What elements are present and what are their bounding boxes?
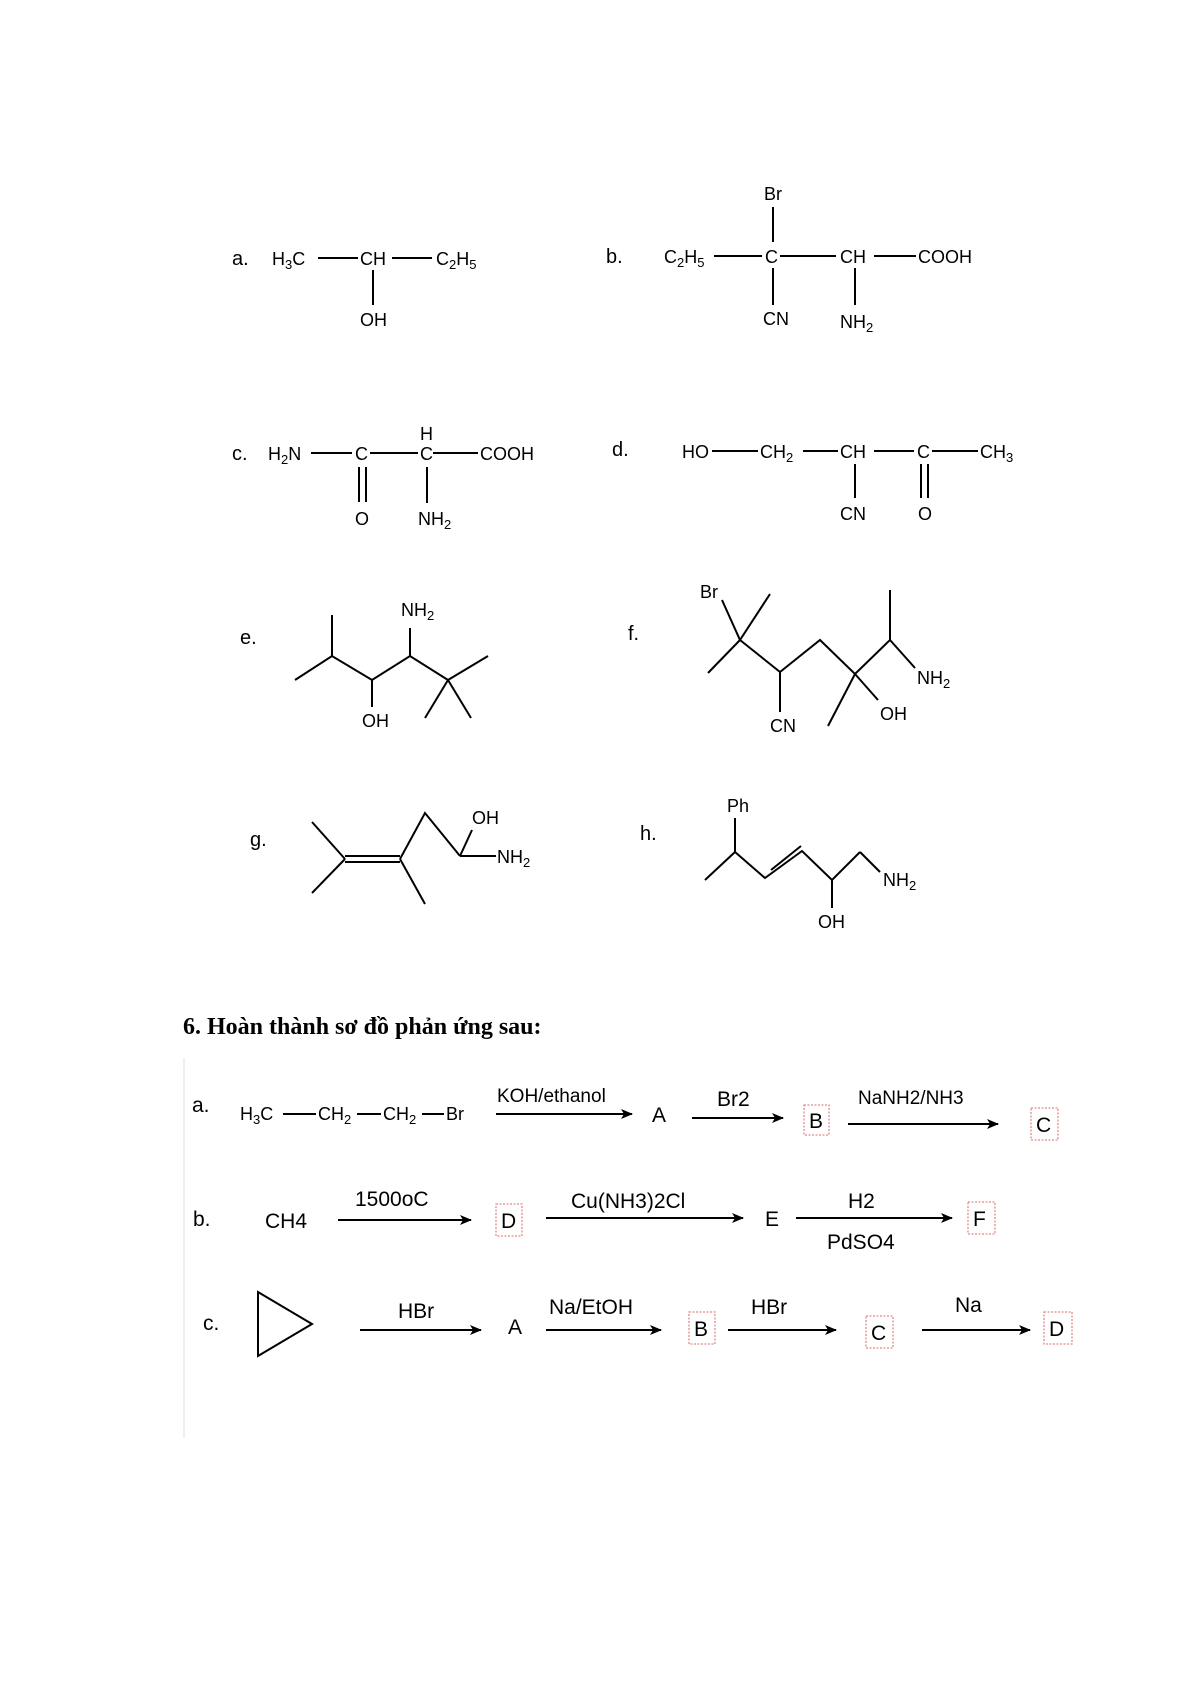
bond bbox=[890, 640, 915, 668]
bond bbox=[722, 600, 740, 640]
product: B bbox=[809, 1110, 824, 1133]
structure-b-label: b. bbox=[606, 246, 623, 268]
atom-br: Br bbox=[446, 1104, 464, 1124]
atom-ph: Ph bbox=[727, 796, 750, 816]
atom-nh2: $NH_2$ bbox=[418, 509, 452, 532]
start-material: CH4 bbox=[265, 1210, 308, 1233]
double-bond-inner bbox=[771, 846, 801, 870]
atom-cn: CN bbox=[763, 309, 789, 329]
reagent: KOH/ethanol bbox=[497, 1086, 606, 1107]
bond bbox=[448, 656, 488, 680]
atom-cn: CN bbox=[770, 716, 796, 736]
atom-c2h5: $C_2H_5$ bbox=[436, 249, 477, 272]
atom-h3c: $H_3C$ bbox=[272, 249, 306, 272]
atom-br: Br bbox=[700, 582, 718, 602]
product: D bbox=[1049, 1318, 1065, 1341]
atom-ch2: $CH_2$ bbox=[318, 1104, 352, 1127]
bond bbox=[828, 674, 855, 726]
structure-a bbox=[232, 248, 476, 330]
bond bbox=[860, 852, 880, 872]
reagent: HBr bbox=[751, 1296, 788, 1319]
atom-ch2: $CH_2$ bbox=[760, 442, 794, 465]
scheme-b-label: b. bbox=[193, 1208, 211, 1231]
scheme-a bbox=[192, 1086, 1058, 1140]
atom-cooh: COOH bbox=[918, 247, 972, 267]
bond bbox=[740, 594, 770, 640]
atom-nh2: $NH_2$ bbox=[401, 600, 435, 623]
carbon-skeleton bbox=[295, 656, 448, 680]
atom-c: C bbox=[355, 444, 368, 464]
atom-ch3: $CH_3$ bbox=[980, 442, 1014, 465]
product: A bbox=[652, 1104, 667, 1127]
reagent: NaNH2/NH3 bbox=[858, 1088, 964, 1109]
reagent: Br2 bbox=[717, 1088, 750, 1111]
bond bbox=[312, 822, 345, 859]
structure-d bbox=[612, 439, 1013, 524]
structure-a-label: a. bbox=[232, 248, 249, 270]
atom-oh: OH bbox=[472, 808, 499, 828]
atom-o: O bbox=[918, 504, 933, 524]
structure-h bbox=[640, 796, 916, 932]
product: B bbox=[694, 1318, 709, 1341]
reagent: HBr bbox=[398, 1300, 435, 1323]
margin-strip bbox=[183, 1058, 185, 1438]
structure-c bbox=[232, 424, 534, 532]
atom-c: C bbox=[765, 247, 778, 267]
bond bbox=[400, 859, 425, 904]
atom-ch: CH bbox=[840, 442, 866, 462]
bond bbox=[460, 830, 472, 856]
atom-oh: OH bbox=[818, 912, 845, 932]
atom-o: O bbox=[355, 509, 370, 529]
bond bbox=[855, 674, 878, 700]
scheme-c bbox=[203, 1292, 1072, 1356]
carbon-skeleton bbox=[740, 640, 890, 674]
atom-oh: OH bbox=[360, 310, 387, 330]
reagent: PdSO4 bbox=[827, 1231, 895, 1254]
atom-c: C bbox=[420, 444, 433, 464]
structure-c-label: c. bbox=[232, 443, 248, 465]
reagent: H2 bbox=[848, 1190, 875, 1213]
scheme-b bbox=[193, 1188, 995, 1254]
atom-h2n: $H_2N$ bbox=[268, 444, 302, 467]
carbon-skeleton bbox=[400, 813, 460, 859]
atom-br: Br bbox=[764, 184, 782, 204]
cyclopropane-ring bbox=[258, 1292, 312, 1356]
reagent: 1500oC bbox=[355, 1188, 429, 1211]
atom-oh: OH bbox=[362, 711, 389, 731]
structure-f bbox=[628, 582, 950, 736]
product: F bbox=[973, 1208, 986, 1231]
atom-ch: CH bbox=[840, 247, 866, 267]
atom-c2h5: $C_2H_5$ bbox=[664, 247, 705, 270]
product: A bbox=[508, 1316, 523, 1339]
reagent: Na bbox=[955, 1294, 982, 1317]
atom-ch: CH bbox=[360, 249, 386, 269]
atom-nh2: $NH_2$ bbox=[883, 870, 917, 893]
structure-f-label: f. bbox=[628, 623, 640, 645]
structure-d-label: d. bbox=[612, 439, 629, 461]
structure-e-label: e. bbox=[240, 627, 257, 649]
structure-e bbox=[240, 600, 488, 731]
reagent: Na/EtOH bbox=[549, 1296, 634, 1319]
section-title: 6. Hoàn thành sơ đồ phản ứng sau: bbox=[183, 1014, 542, 1040]
bond bbox=[312, 859, 345, 893]
bond bbox=[708, 640, 740, 673]
atom-nh2: $NH_2$ bbox=[840, 312, 874, 335]
atom-cooh: COOH bbox=[480, 444, 534, 464]
structure-g bbox=[250, 808, 530, 904]
scheme-c-label: c. bbox=[203, 1312, 220, 1335]
product: C bbox=[1036, 1114, 1052, 1137]
atom-nh2: $NH_2$ bbox=[917, 668, 951, 691]
structure-g-label: g. bbox=[250, 829, 267, 851]
product: E bbox=[765, 1208, 780, 1231]
structure-b bbox=[606, 184, 972, 335]
structure-h-label: h. bbox=[640, 823, 657, 845]
atom-nh2: $NH_2$ bbox=[497, 847, 531, 870]
scheme-a-label: a. bbox=[192, 1094, 210, 1117]
reagent: Cu(NH3)2Cl bbox=[571, 1190, 686, 1213]
atom-oh: OH bbox=[880, 704, 907, 724]
atom-ho: HO bbox=[682, 442, 709, 462]
product: D bbox=[501, 1210, 517, 1233]
start-material: $H_3C$ bbox=[240, 1104, 274, 1127]
atom-h: H bbox=[420, 424, 433, 444]
atom-c: C bbox=[917, 442, 930, 462]
product: C bbox=[871, 1322, 887, 1345]
bond bbox=[448, 680, 471, 718]
carbon-skeleton bbox=[705, 851, 860, 880]
atom-cn: CN bbox=[840, 504, 866, 524]
atom-ch2: $CH_2$ bbox=[383, 1104, 417, 1127]
bond bbox=[425, 680, 448, 718]
